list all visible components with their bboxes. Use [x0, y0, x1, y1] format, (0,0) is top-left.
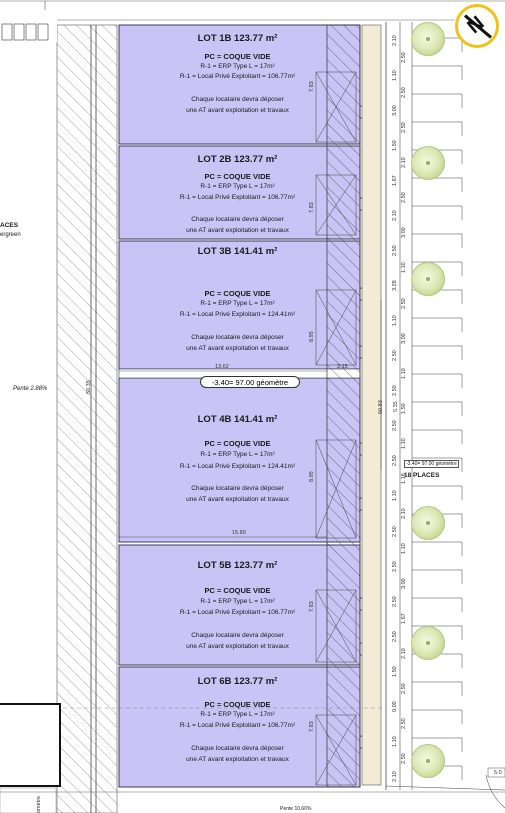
evergreen-label: ergreen [0, 232, 21, 238]
tree-icon [411, 626, 445, 660]
lot-title: LOT 1B 123.77 m² [197, 33, 278, 44]
parking-dim-label: 1.50 [392, 666, 398, 677]
tree-icon [411, 262, 445, 296]
parking-dim-label: 1.10 [392, 69, 398, 81]
lot-pc: PC = COQUE VIDE [204, 700, 271, 709]
parking-dim-label: 2.50 [392, 245, 398, 256]
parking-dim-label: 2.50 [401, 87, 407, 99]
neighbor-building [0, 704, 60, 786]
tree-icon [411, 506, 445, 540]
parking-dim-label: 2.50 [392, 420, 398, 432]
lot-pc: PC = COQUE VIDE [204, 586, 271, 595]
tree-icon [411, 22, 445, 56]
lot-note-2: une AT avant exploitation et travaux [186, 345, 289, 352]
lots-group [119, 25, 360, 787]
lot-title: LOT 2B 123.77 m² [197, 154, 278, 165]
parking-dim-label: 1.18 [401, 473, 407, 484]
lot-note-1: Chaque locataire devra déposer [191, 632, 284, 639]
parking-dim-label: 1.10 [392, 315, 398, 327]
lot-title: LOT 6B 123.77 m² [197, 676, 278, 687]
lot-4b-area [119, 378, 360, 542]
dim-label: 2.15 [337, 364, 348, 370]
parking-dim-label: 2.10 [401, 157, 407, 169]
lot-depth-dim: 8.95 [309, 331, 315, 342]
parking-dim-label: 3.00 [401, 578, 407, 590]
lot-local: R-1 = Local Privé Exploitant = 124.41m² [179, 463, 296, 470]
geometre-small-label: -3.40= 97.00 géomètre [406, 461, 457, 467]
parking-dim-label: 3.28 [392, 280, 398, 292]
parking-dim-label: 1.10 [401, 262, 407, 274]
parking-dim-label: 2.50 [401, 718, 407, 730]
lot-pc: PC = COQUE VIDE [204, 172, 271, 181]
dim-label: 50.35 [86, 380, 92, 394]
parking-dim-label: 1.10 [401, 543, 407, 555]
parking-dim-label: 2.50 [392, 631, 398, 642]
lot-note-2: une AT avant exploitation et travaux [186, 107, 289, 114]
parking-dim-label: 1.67 [401, 613, 407, 625]
lot-note-1: Chaque locataire devra déposer [191, 485, 284, 492]
lot-local: R-1 = Local Privé Exploitant = 106.77m² [179, 722, 296, 729]
parking-dim-label: 3.00 [392, 104, 398, 116]
parking-dim-label: 2.10 [401, 508, 407, 519]
lot-depth-dim: 7.83 [309, 202, 315, 213]
parking-dim-label: 0.00 [392, 701, 398, 712]
lot-note-1: Chaque locataire devra déposer [191, 216, 284, 223]
parking-dim-label: 2.50 [392, 560, 398, 572]
lot-local: R-1 = Local Privé Exploitant = 106.77m² [179, 73, 296, 80]
parking-dim-label: 2.50 [401, 122, 407, 134]
places-left-label: ACES [0, 222, 19, 229]
geometre-label: -3.40= 97.00 géomètre [200, 376, 300, 388]
parking-dim-label: 1.50 [401, 403, 407, 414]
parking-dim-label: 2.50 [401, 297, 407, 309]
parking-dim-label: 2.50 [392, 350, 398, 362]
lot-erp: R-1 = ERP Type L = 17m² [200, 63, 275, 70]
lot-erp: R-1 = ERP Type L = 17m² [200, 451, 275, 458]
parking-dim-label: 1.10 [392, 736, 398, 747]
lot-local: R-1 = Local Privé Exploitant = 106.77m² [179, 609, 296, 616]
lot-title: LOT 3B 141.41 m² [197, 246, 278, 257]
dim-label: 5.0 [494, 770, 502, 776]
parking-dim-label: 3.00 [401, 332, 407, 344]
left-hatched-strip [57, 25, 117, 813]
parking-dim-label: 1.10 [401, 438, 407, 449]
lot-pc: PC = COQUE VIDE [204, 289, 271, 298]
tree-icon [411, 146, 445, 180]
tree-icon [411, 744, 445, 778]
dim-label: 5.35 [393, 401, 399, 412]
lot-title: LOT 4B 141.41 m² [197, 414, 278, 425]
dim-label: 15.80 [232, 530, 246, 536]
parking-dim-label: 2.50 [392, 525, 398, 537]
slope-bottom-label: Pente 10.60% [280, 806, 312, 812]
lot-depth-dim: 8.95 [309, 471, 315, 482]
lot-note-2: une AT avant exploitation et travaux [186, 227, 289, 234]
parking-dim-label: 2.50 [392, 455, 398, 467]
parking-dim-label: 2.50 [401, 52, 407, 64]
parking-dim-label: 2.50 [392, 385, 398, 397]
lot-erp: R-1 = ERP Type L = 17m² [200, 711, 275, 718]
parking-dim-label: 2.10 [392, 34, 398, 46]
lot-depth-dim: 7.83 [309, 601, 315, 612]
lot-pc: PC = COQUE VIDE [204, 52, 271, 61]
lot-title: LOT 5B 123.77 m² [197, 560, 278, 571]
north-arrow-icon: N [455, 4, 499, 48]
lot-local: R-1 = Local Privé Exploitant = 124.41m² [179, 311, 296, 318]
parking-dim-label: 2.10 [392, 210, 398, 221]
lot-erp: R-1 = ERP Type L = 17m² [200, 300, 275, 307]
dim-label: 50.83 [378, 400, 384, 414]
lot-note-2: une AT avant exploitation et travaux [186, 496, 289, 503]
dim-label: 13.62 [215, 364, 229, 370]
parking-dim-label: 2.50 [392, 595, 398, 607]
lot-erp: R-1 = ERP Type L = 17m² [200, 183, 275, 190]
parking-dim-label: 2.50 [401, 683, 407, 695]
lot-pc: PC = COQUE VIDE [204, 439, 271, 448]
bottom-left-label: omètre [36, 795, 42, 813]
lot-local: R-1 = Local Privé Exploitant = 106.77m² [179, 194, 296, 201]
parking-dim-label: 2.10 [392, 771, 398, 782]
lot-note-2: une AT avant exploitation et travaux [186, 756, 289, 763]
lot-note-1: Chaque locataire devra déposer [191, 745, 284, 752]
parking-dim-label: 1.10 [392, 490, 398, 502]
parking-dim-label: 2.50 [401, 753, 407, 765]
lot-depth-dim: 7.83 [309, 81, 315, 92]
parking-dim-label: 1.50 [392, 140, 398, 151]
lot-note-1: Chaque locataire devra déposer [191, 96, 284, 103]
slope-label: Pente 2.88% [13, 386, 48, 392]
lot-note-1: Chaque locataire devra déposer [191, 334, 284, 341]
lot-erp: R-1 = ERP Type L = 17m² [200, 598, 275, 605]
parking-dim-label: 1.10 [401, 367, 407, 379]
hatched-column [327, 25, 360, 787]
parking-dim-label: 3.00 [401, 227, 407, 239]
lot-depth-dim: 7.83 [309, 721, 315, 732]
lot-note-2: une AT avant exploitation et travaux [186, 643, 289, 650]
parking-dim-label: 2.50 [401, 192, 407, 204]
parking-dim-label: 1.67 [392, 175, 398, 186]
parking-dim-label: 2.10 [401, 648, 407, 660]
places-label: 18 PLACES [404, 472, 440, 479]
